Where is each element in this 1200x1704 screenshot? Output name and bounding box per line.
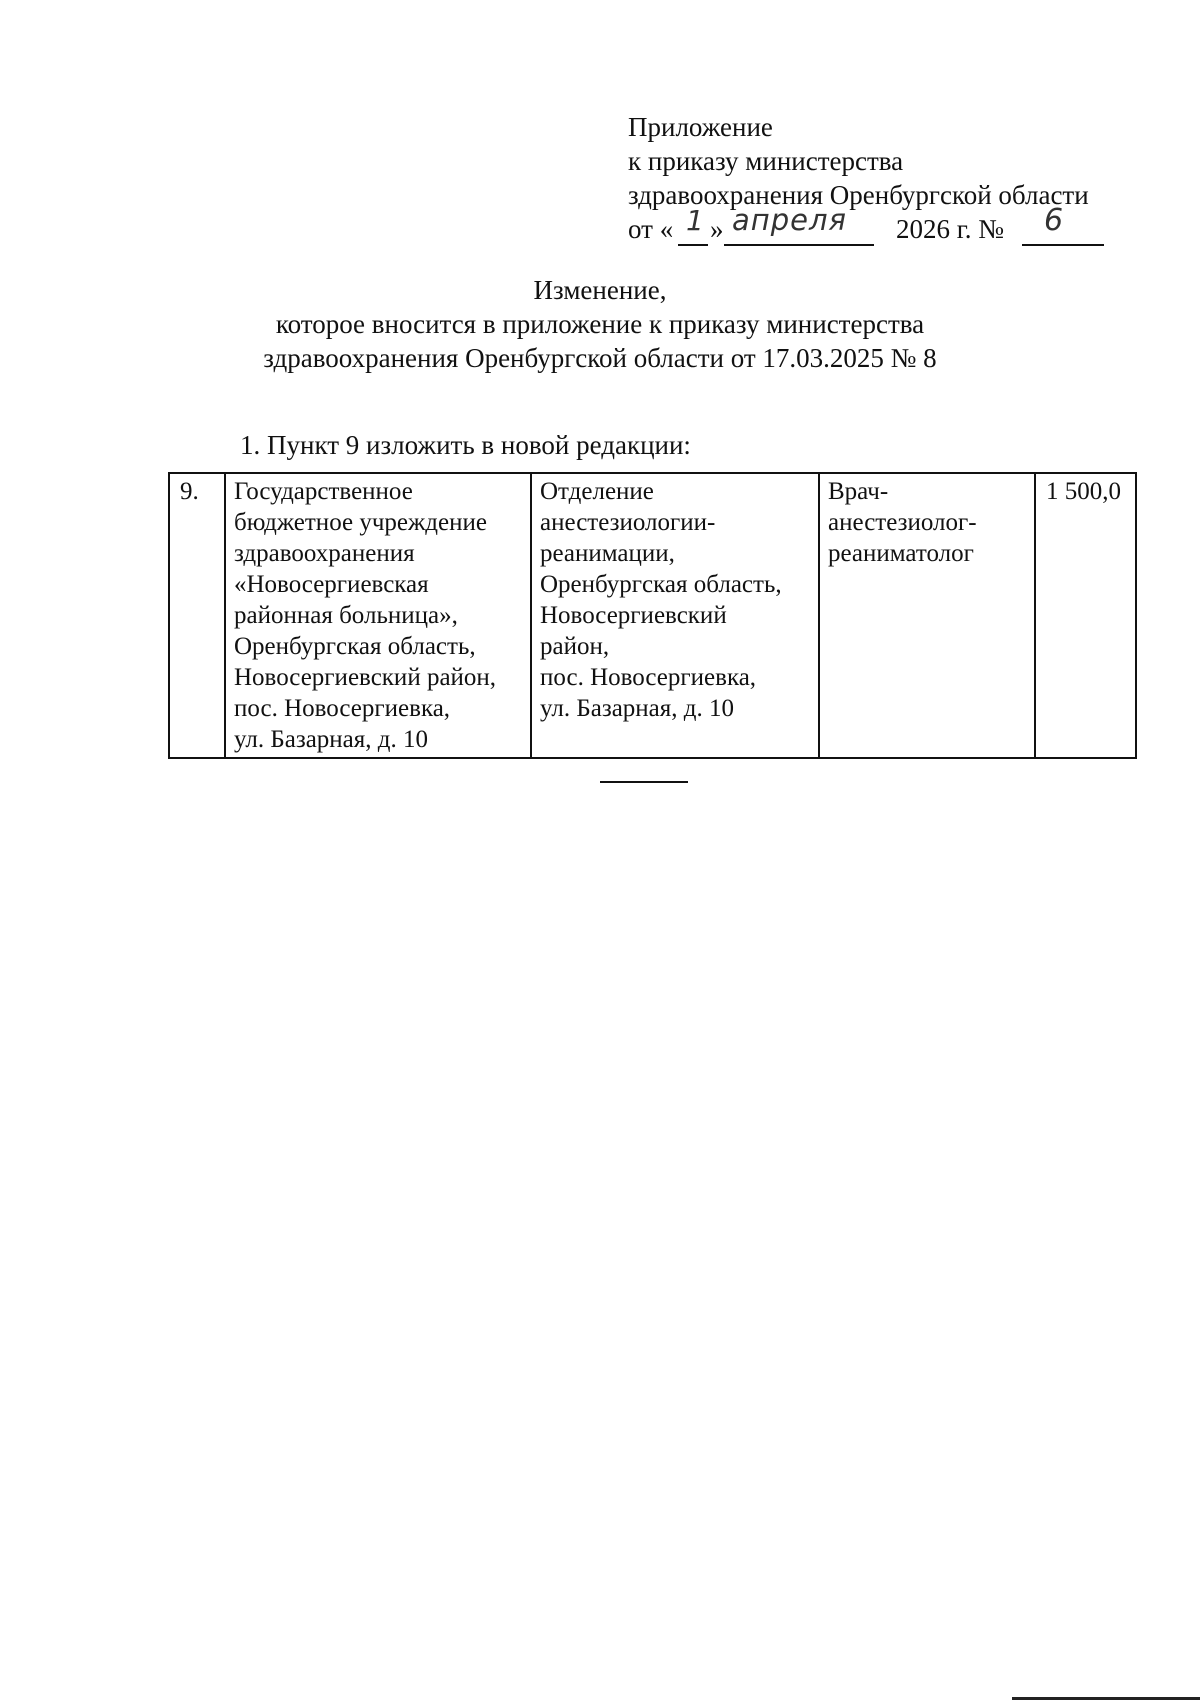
amendment-table xyxy=(168,472,1137,759)
title-line-3: здравоохранения Оренбургской области от 17.03.2025 № 8 xyxy=(263,343,937,373)
page-edge-rule xyxy=(1012,1697,1200,1700)
position-line: реаниматолог xyxy=(828,540,974,567)
institution-line: ул. Базарная, д. 10 xyxy=(234,726,428,753)
institution-line: районная больница», xyxy=(234,602,458,629)
handwritten-order-number: 6 xyxy=(1044,203,1064,238)
handwritten-month: апреля xyxy=(732,203,847,237)
position-line: Врач- xyxy=(828,478,889,505)
institution-line: Оренбургская область, xyxy=(234,633,476,660)
order-date-line xyxy=(628,203,1089,246)
department-line: Отделение xyxy=(540,478,654,505)
department-cell xyxy=(531,473,819,758)
table-row xyxy=(169,473,1136,758)
closing-rule xyxy=(600,781,688,783)
appendix-header xyxy=(628,110,1089,246)
institution-line: пос. Новосергиевка, xyxy=(234,695,451,722)
title-line-1: Изменение, xyxy=(533,275,667,305)
number-underline xyxy=(1022,244,1104,246)
institution-line: Новосергиевский район, xyxy=(234,664,497,691)
position-cell xyxy=(819,473,1035,758)
institution-line: «Новосергиевская xyxy=(234,571,429,598)
title-line-2: которое вносится в приложение к приказу министерства xyxy=(275,309,925,339)
quote-close: » xyxy=(710,214,724,244)
row-number-cell xyxy=(169,473,225,758)
appendix-ministry: здравоохранения Оренбургской области xyxy=(628,180,1089,210)
appendix-reference: к приказу министерства xyxy=(628,146,904,176)
day-underline xyxy=(678,244,708,246)
handwritten-day: 1 xyxy=(686,204,704,237)
amount-value: 1 500,0 xyxy=(1046,478,1121,505)
institution-cell xyxy=(225,473,531,758)
date-prefix: от « xyxy=(628,214,674,244)
document-title xyxy=(0,273,1200,375)
appendix-title: Приложение xyxy=(628,112,773,142)
department-line: Оренбургская область, xyxy=(540,571,782,598)
department-line: реанимации, xyxy=(540,540,675,567)
paragraph-item-1: 1. Пункт 9 изложить в новой редакции: xyxy=(240,430,691,460)
department-line: ул. Базарная, д. 10 xyxy=(540,695,734,722)
amount-cell xyxy=(1035,473,1136,758)
row-number: 9. xyxy=(180,478,199,505)
month-underline xyxy=(724,244,874,246)
department-line: район, xyxy=(540,633,610,660)
institution-line: Государственное xyxy=(234,478,413,505)
institution-line: бюджетное учреждение xyxy=(234,509,487,536)
department-line: пос. Новосергиевка, xyxy=(540,664,757,691)
year-and-number-label: 2026 г. № xyxy=(896,214,1005,244)
position-line: анестезиолог- xyxy=(828,509,977,536)
institution-line: здравоохранения xyxy=(234,540,415,567)
department-line: Новосергиевский xyxy=(540,602,727,629)
department-line: анестезиологии- xyxy=(540,509,716,536)
